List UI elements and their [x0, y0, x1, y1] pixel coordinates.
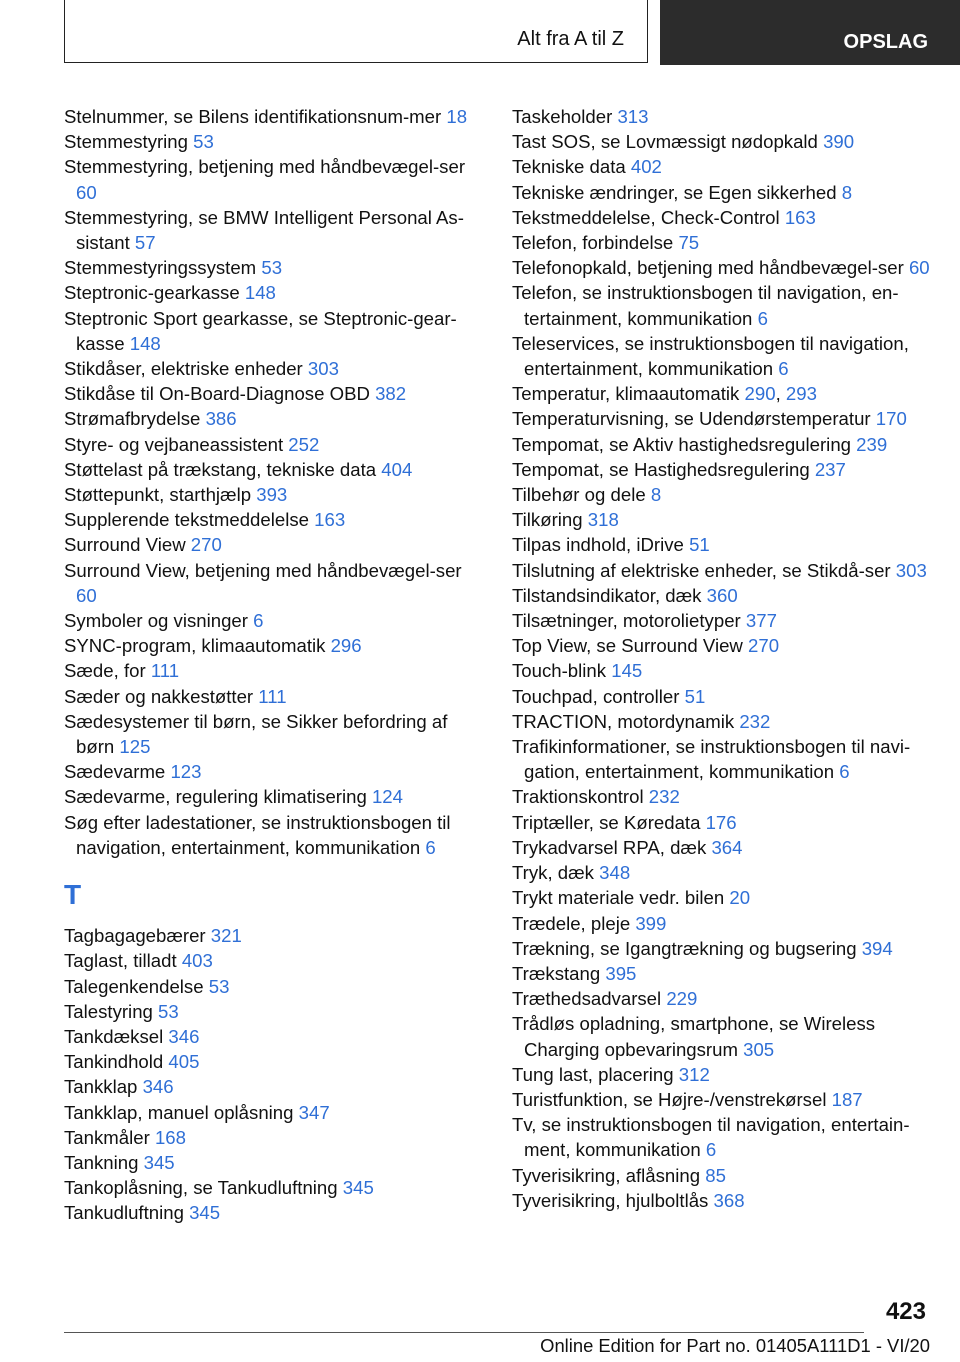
index-entry — [512, 1011, 942, 1061]
index-entry-term: Tankmåler — [64, 1126, 150, 1148]
index-entry — [64, 684, 484, 709]
index-entry — [64, 658, 484, 683]
index-entry — [512, 608, 942, 633]
index-entry — [64, 381, 484, 406]
index-column-left — [64, 104, 484, 1226]
page-reference-link[interactable]: 393 — [256, 484, 288, 506]
index-entry — [64, 482, 484, 507]
index-entry-term: Taskeholder — [512, 106, 613, 127]
page-reference-link[interactable]: 290 — [744, 383, 776, 405]
index-entry — [512, 482, 942, 507]
index-entry — [512, 532, 942, 557]
page-reference-link[interactable]: 313 — [617, 106, 649, 127]
index-entry-term: Steptronic Sport gearkasse, se Steptronic-gear-kasse — [64, 307, 457, 354]
index-entry-term: Tankindhold — [64, 1051, 164, 1073]
page-reference-link[interactable]: 60 — [908, 257, 930, 279]
page-reference-link[interactable]: 6 — [425, 836, 436, 858]
index-entry-term: Træthedsadvarsel — [512, 988, 662, 1010]
page-reference-link[interactable]: 148 — [129, 332, 161, 354]
index-entry — [64, 205, 484, 255]
page-reference-link[interactable]: 53 — [208, 975, 230, 997]
page-reference-link[interactable]: 348 — [599, 862, 631, 884]
index-entry-term: Støttelast på trækstang, tekniske data — [64, 458, 377, 480]
index-entry — [64, 532, 484, 557]
index-entry — [512, 558, 942, 583]
index-entry — [512, 1062, 942, 1087]
page-reference-link[interactable]: 163 — [314, 509, 346, 531]
index-entry-term: Sædevarme — [64, 761, 166, 783]
page-reference-link[interactable]: 8 — [650, 484, 662, 506]
index-entry — [512, 507, 942, 532]
index-entry-term: Sædesystemer til børn, se Sikker befordring af børn — [64, 710, 448, 758]
page-reference-link[interactable]: 305 — [743, 1038, 775, 1060]
index-entry — [512, 860, 942, 885]
index-entry — [64, 280, 484, 305]
index-entry — [512, 633, 942, 658]
index-entry-term: Tilstandsindikator, dæk — [512, 584, 702, 606]
index-entry — [512, 684, 942, 709]
page-reference-link[interactable]: 237 — [814, 458, 846, 480]
page-reference-link[interactable]: 51 — [689, 534, 710, 556]
index-entry-term: Tekstmeddelelse, Check-Control — [512, 206, 780, 228]
index-entry — [64, 923, 484, 948]
page-reference-link[interactable]: 124 — [371, 786, 403, 808]
index-entry — [512, 230, 942, 255]
index-entry — [64, 507, 484, 532]
page-reference-link[interactable]: 296 — [330, 635, 362, 657]
page-reference-link[interactable]: 6 — [757, 307, 768, 329]
index-entry-term: Symboler og visninger — [64, 610, 248, 632]
index-entry-term: Stikdåser, elektriske enheder — [64, 358, 303, 380]
page-reference-link[interactable]: 57 — [134, 232, 156, 254]
index-entry — [64, 154, 484, 204]
page-reference-link[interactable]: 403 — [181, 950, 213, 972]
index-entry-term: TRACTION, motordynamik — [512, 710, 735, 732]
index-entry-term: Støttepunkt, starthjælp — [64, 484, 252, 506]
index-entry-term: Top View, se Surround View — [512, 635, 743, 657]
index-entry-term: Steptronic-gearkasse — [64, 282, 240, 304]
page-reference-link[interactable]: 303 — [307, 358, 339, 380]
index-entry-term: Touchpad, controller — [512, 685, 680, 707]
index-entry — [64, 432, 484, 457]
index-entry-term: Styre- og vejbaneassistent — [64, 433, 284, 455]
index-entry — [512, 658, 942, 683]
header-tab-opslag: OPSLAG — [660, 0, 960, 65]
index-entry — [64, 999, 484, 1024]
page-reference-link[interactable]: 8 — [841, 181, 853, 203]
page-reference-link[interactable]: 345 — [342, 1177, 374, 1199]
index-entry — [512, 709, 942, 734]
index-entry — [512, 1163, 942, 1188]
index-entry-term: Taglast, tilladt — [64, 950, 177, 972]
index-entry-term: Surround View — [64, 534, 186, 556]
index-entry — [64, 1049, 484, 1074]
page-reference-link[interactable]: 6 — [839, 761, 850, 783]
page-reference-link[interactable]: 60 — [76, 181, 97, 203]
page-reference-link[interactable]: 163 — [784, 206, 816, 228]
page-reference-link[interactable]: 187 — [831, 1088, 863, 1110]
index-entry-term: Tryk, dæk — [512, 862, 594, 884]
index-entry — [64, 406, 484, 431]
index-entry-term: Tagbagagebærer — [64, 925, 206, 947]
index-entry — [512, 911, 942, 936]
page-reference-link[interactable]: 170 — [875, 408, 907, 430]
index-entry — [64, 1200, 484, 1225]
index-entry — [512, 784, 942, 809]
index-entry-term: Stemmestyring, se BMW Intelligent Personal As-sistant — [64, 206, 464, 254]
index-entry-term: Tankdæksel — [64, 1025, 164, 1047]
index-entry-term: Trafikinformationer, se instruktionsbogen til navi-gation, entertainment, kommunikation — [512, 736, 911, 783]
index-entry-term: Trådløs opladning, smartphone, se Wireless Charging opbevaringsrum — [512, 1013, 876, 1060]
index-entry — [512, 457, 942, 482]
index-entry — [512, 583, 942, 608]
index-entry-term: Touch-blink — [512, 660, 607, 682]
index-entry-term: Stemmestyring — [64, 131, 188, 153]
index-entry-term: Tyverisikring, hjulboltlås — [512, 1189, 709, 1211]
index-entry — [64, 1100, 484, 1125]
index-entry — [64, 104, 484, 129]
page-reference-link[interactable]: 347 — [298, 1101, 330, 1123]
index-entry-term: Trækstang — [512, 962, 601, 984]
index-entry-term: Sædevarme, regulering klimatisering — [64, 786, 367, 808]
index-entry — [512, 1188, 942, 1213]
index-entry-term: Tilkøring — [512, 509, 583, 531]
index-entry-term: Tempomat, se Hastighedsregulering — [512, 458, 810, 480]
page-reference-link[interactable]: 53 — [193, 131, 214, 153]
index-entry — [64, 709, 484, 759]
page-reference-link[interactable]: 377 — [745, 610, 777, 632]
page-reference-link[interactable]: 20 — [729, 887, 751, 909]
index-entry — [512, 180, 942, 205]
index-entry-term: Tilslutning af elektriske enheder, se Stikdå-ser — [512, 559, 891, 581]
index-list-s — [64, 104, 484, 860]
index-entry — [512, 154, 942, 179]
page-reference-link[interactable]: 239 — [856, 433, 888, 455]
index-entry — [64, 633, 484, 658]
index-entry — [512, 255, 942, 280]
index-entry — [512, 1112, 942, 1162]
page-reference-link[interactable]: 123 — [170, 761, 202, 783]
footer-divider — [64, 1332, 864, 1333]
index-entry-term: Traktionskontrol — [512, 786, 644, 808]
index-entry-term: Stikdåse til On-Board-Diagnose OBD — [64, 383, 370, 405]
index-entry-term: Talegenkendelse — [64, 975, 204, 997]
page-reference-link[interactable]: 405 — [168, 1051, 200, 1073]
index-entry — [512, 885, 942, 910]
index-entry-term: Trækning, se Igangtrækning og bugsering — [512, 937, 857, 959]
index-entry — [64, 974, 484, 999]
page-reference-link[interactable]: 6 — [778, 358, 789, 380]
index-entry-term: Tekniske data — [512, 156, 626, 178]
page-reference-link[interactable]: 360 — [706, 584, 738, 606]
index-entry-term: Triptæller, se Køredata — [512, 811, 701, 833]
page-reference-link[interactable]: 368 — [713, 1189, 745, 1211]
page-reference-link[interactable]: 125 — [119, 736, 151, 758]
index-entry — [64, 948, 484, 973]
page-reference-link[interactable]: 395 — [605, 962, 637, 984]
page-reference-link[interactable]: 53 — [158, 1000, 179, 1022]
page-reference-link[interactable]: 232 — [739, 710, 771, 732]
index-entry — [512, 104, 942, 129]
page-reference-link[interactable]: 75 — [678, 232, 700, 254]
index-entry-term: Tankklap, manuel oplåsning — [64, 1101, 294, 1123]
page-reference-link[interactable]: 168 — [154, 1126, 186, 1148]
page-reference-link[interactable]: 382 — [375, 383, 407, 405]
index-entry — [64, 1150, 484, 1175]
page-reference-link[interactable]: 18 — [446, 106, 468, 127]
index-entry-term: Stemmestyringssystem — [64, 257, 257, 279]
index-entry-term: Tilsætninger, motorolietyper — [512, 610, 741, 632]
page-number: 423 — [885, 1298, 926, 1325]
index-entry-term: Trykadvarsel RPA, dæk — [512, 836, 707, 858]
index-entry-term: Tempomat, se Aktiv hastighedsregulering — [512, 433, 851, 455]
index-entry-term: Tv, se instruktionsbogen til navigation, entertain-ment, kommunikation — [512, 1114, 910, 1161]
index-entry — [512, 1087, 942, 1112]
page-reference-link[interactable]: 229 — [666, 988, 698, 1010]
index-list-t — [64, 923, 484, 1225]
header-section-title: Alt fra A til Z — [517, 28, 624, 50]
page-reference-link[interactable]: 85 — [705, 1164, 726, 1186]
index-entry-term: Tilpas indhold, iDrive — [512, 534, 684, 556]
index-list-t-continued — [512, 104, 942, 1213]
page-reference-link[interactable]: 318 — [587, 509, 619, 531]
index-entry-term: Telefonopkald, betjening med håndbevægel-ser — [512, 257, 904, 279]
index-entry-term: Tekniske ændringer, se Egen sikkerhed — [512, 181, 837, 203]
page-reference-link[interactable]: 346 — [168, 1025, 200, 1047]
page-reference-link[interactable]: 386 — [205, 408, 237, 430]
index-entry — [64, 1125, 484, 1150]
section-letter-t: T — [64, 879, 82, 911]
index-entry — [64, 356, 484, 381]
index-entry — [512, 961, 942, 986]
index-entry — [64, 255, 484, 280]
index-entry — [512, 280, 942, 330]
index-entry-term: Strømafbrydelse — [64, 408, 201, 430]
index-entry-term: Teleservices, se instruktionsbogen til navigation, entertainment, kommunikation — [512, 332, 909, 380]
index-entry — [64, 810, 484, 860]
page-reference-link[interactable]: 293 — [785, 383, 817, 405]
index-entry — [64, 1024, 484, 1049]
index-entry-term: Sæder og nakkestøtter — [64, 685, 254, 707]
page-reference-link[interactable]: 145 — [611, 660, 643, 682]
page-reference-link[interactable]: 148 — [244, 282, 276, 304]
page-reference-link[interactable]: 364 — [711, 836, 743, 858]
index-entry — [64, 784, 484, 809]
index-entry-term: Sæde, for — [64, 660, 146, 682]
index-entry — [64, 1074, 484, 1099]
index-entry-term: Temperatur, klimaautomatik — [512, 383, 740, 405]
index-entry-term: Tankoplåsning, se Tankudluftning — [64, 1177, 338, 1199]
index-entry — [64, 759, 484, 784]
index-entry — [512, 406, 942, 431]
index-entry — [512, 432, 942, 457]
page-reference-link[interactable]: 404 — [381, 458, 413, 480]
page-reference-link[interactable]: 51 — [684, 685, 706, 707]
page-reference-link[interactable]: 345 — [143, 1151, 175, 1173]
page-reference-link[interactable]: 312 — [678, 1063, 710, 1085]
index-entry-term: SYNC-program, klimaautomatik — [64, 635, 326, 657]
page-reference-link[interactable]: 111 — [150, 660, 180, 682]
footer-edition: Online Edition for Part no. 01405A111D1 - VI/20 — [540, 1335, 930, 1356]
page-reference-link[interactable]: 394 — [861, 937, 893, 959]
index-entry-term: Talestyring — [64, 1000, 153, 1022]
page-reference-link[interactable]: 60 — [76, 584, 97, 606]
page-reference-link[interactable]: 345 — [189, 1202, 221, 1224]
page-reference-link[interactable]: 270 — [748, 635, 780, 657]
index-entry-term: Supplerende tekstmeddelelse — [64, 509, 309, 531]
page-reference-link[interactable]: 303 — [895, 559, 927, 581]
index-entry-term: Tankning — [64, 1151, 139, 1173]
index-entry-term: Tilbehør og dele — [512, 484, 646, 506]
index-entry — [64, 608, 484, 633]
index-entry — [64, 558, 484, 608]
index-entry — [64, 1175, 484, 1200]
index-column-right — [512, 104, 942, 1213]
index-entry-term: Stemmestyring, betjening med håndbevægel-ser — [64, 156, 466, 178]
index-entry — [512, 835, 942, 860]
index-entry-term: Temperaturvisning, se Udendørstemperatur — [512, 408, 871, 430]
index-entry-term: Trædele, pleje — [512, 912, 631, 934]
index-entry: Temperatur, klimaautomatik 290, 293 — [512, 383, 817, 405]
index-entry — [64, 457, 484, 482]
index-entry — [64, 306, 484, 356]
index-entry-term: Tast SOS, se Lovmæssigt nødopkald — [512, 131, 818, 153]
page-reference-link[interactable]: 53 — [261, 257, 283, 279]
index-entry — [512, 205, 942, 230]
index-entry — [512, 331, 942, 381]
index-entry — [512, 986, 942, 1011]
index-entry — [512, 734, 942, 784]
index-entry-term: Trykt materiale vedr. bilen — [512, 887, 725, 909]
index-entry — [512, 129, 942, 154]
index-entry-term: Turistfunktion, se Højre-/venstrekørsel — [512, 1088, 827, 1110]
page-reference-link[interactable]: 252 — [288, 433, 320, 455]
index-entry-term: Telefon, forbindelse — [512, 232, 674, 254]
index-entry — [512, 936, 942, 961]
index-entry — [64, 129, 484, 154]
page-reference-link[interactable]: 232 — [648, 786, 680, 808]
page-reference-link[interactable]: 6 — [253, 610, 264, 632]
index-entry-term: Stelnummer, se Bilens identifikationsnum-mer — [64, 106, 442, 127]
page-reference-link[interactable]: 390 — [823, 131, 855, 153]
index-entry-term: Telefon, se instruktionsbogen til navigation, en-tertainment, kommunikation — [512, 282, 899, 329]
index-entry — [512, 810, 942, 835]
page-reference-link[interactable]: 321 — [210, 925, 242, 947]
page-reference-link[interactable]: 399 — [635, 912, 667, 934]
page-reference-link[interactable]: 6 — [705, 1139, 717, 1161]
index-entry-term: Tyverisikring, aflåsning — [512, 1164, 701, 1186]
page-reference-link[interactable]: 111 — [258, 685, 287, 707]
page-reference-link[interactable]: 176 — [705, 811, 737, 833]
page-reference-link[interactable]: 270 — [190, 534, 222, 556]
index-entry-term: Tankklap — [64, 1076, 138, 1098]
index-entry-term: Tung last, placering — [512, 1063, 674, 1085]
page-reference-link[interactable]: 346 — [142, 1076, 174, 1098]
page-reference-link[interactable]: 402 — [630, 156, 662, 178]
index-entry-term: Tankudluftning — [64, 1202, 184, 1224]
index-entry-term: Surround View, betjening med håndbevægel-ser — [64, 559, 462, 581]
index-entry-term: Søg efter ladestationer, se instruktionsbogen til navigation, entertainment, kommunikation — [64, 811, 451, 858]
